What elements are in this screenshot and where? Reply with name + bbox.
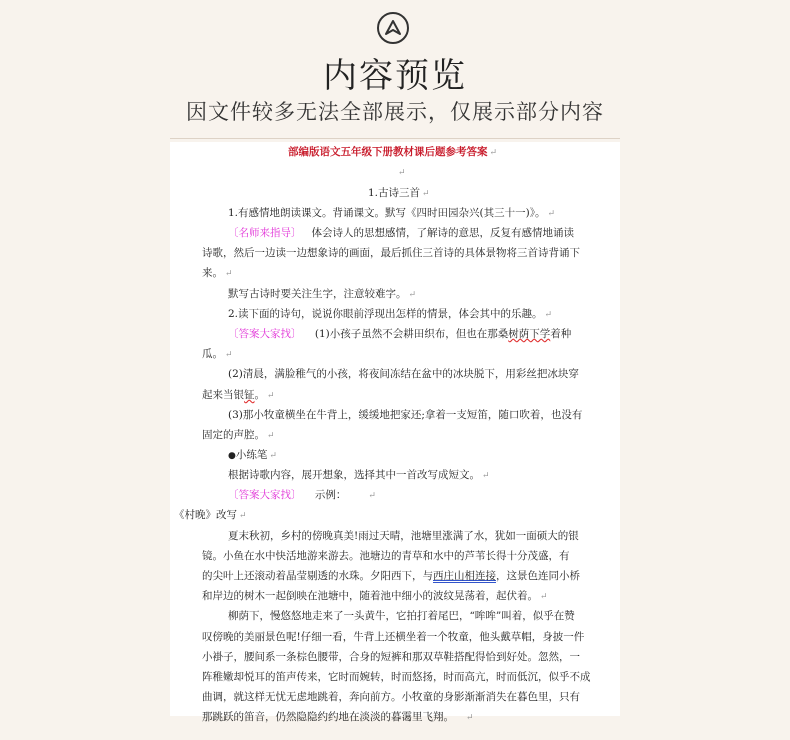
question-2: 2.读下面的诗句，说说你眼前浮现出怎样的情景，体会其中的乐趣。 ↵ [228,308,553,320]
essay-p1-line-3: 的尖叶上还滚动着晶莹剔透的水珠。夕阳西下，与西庄山相连接，这景色连同小桥 [202,570,580,582]
answer-3-line-1: (3)那小牧童横坐在牛背上，缓缓地把家还;拿着一支短笛，随口吹着，也没有 [228,409,583,421]
answer-2-line-1: (2)清晨，满脸稚气的小孩，将夜间冻结在盆中的冰块脱下，用彩丝把冰块穿 [228,368,579,380]
document-heading: 部编版语文五年级下册教材课后题参考答案 ↵ [288,146,498,158]
answer-2-line-2: 起来当银钲。 ↵ [202,389,275,401]
teacher-guide-line-4: 默写古诗时要关注生字，注意较难字。 ↵ [228,288,417,300]
teacher-guide-line-1: 〔名师来指导〕 体会诗人的思想感情，了解诗的意思，反复有感情地诵读 [228,227,575,239]
practice-heading: ●小练笔 ↵ [228,449,277,461]
example-line: 〔答案大家找〕 示例： ↵ [228,489,376,501]
answer-1-line-2: 瓜。 ↵ [202,348,233,360]
essay-p2-line-3: 小褂子，腰间系一条棕色腰带，合身的短裤和那双草鞋搭配得恰到好处。忽然，一 [202,651,580,663]
essay-p1-line-2: 镜。小鱼在水中快活地游来游去。池塘边的青草和水中的芦苇长得十分茂盛，有 [202,550,570,562]
teacher-guide-line-3: 来。 ↵ [202,267,233,279]
page-title: 内容预览 [323,56,467,96]
page-subtitle: 因文件较多无法全部展示，仅展示部分内容 [186,100,604,124]
arrow-up-circle-icon [377,12,409,44]
lesson-title: 1.古诗三首 ↵ [368,187,430,199]
document-page [170,142,620,723]
essay-p2-line-6: 那跳跃的笛音，仍然隐隐约约地在淡淡的暮霭里飞翔。 ↵ [202,711,474,723]
essay-p1-line-4: 和岸边的树木一起倒映在池塘中，随着池中细小的波纹晃荡着，起伏着。 ↵ [202,590,548,602]
essay-p2-line-4: 阵稚嫩却悦耳的笛声传来，它时而婉转，时而悠扬，时而高亢，时而低沉，似乎不成 [202,671,591,683]
answer-1-line-1: 〔答案大家找〕 (1)小孩子虽然不会耕田织布，但也在那桑树荫下学着种 [228,328,572,340]
essay-p1-line-1: 夏末秋初，乡村的傍晚真美!雨过天晴，池塘里涨满了水，犹如一面硕大的银 [228,530,579,542]
question-1: 1.有感情地朗读课文。背诵课文。默写《四时田园杂兴(其三十一)》。 ↵ [228,207,556,219]
preview-header [0,0,790,140]
answer-3-line-2: 固定的声腔。 ↵ [202,429,275,441]
teacher-guide-line-2: 诗歌，然后一边读一边想象诗的画面，最后抓住三首诗的具体景物将三首诗背诵下 [202,247,580,259]
practice-instruction: 根据诗歌内容，展开想象，选择其中一首改写成短文。 ↵ [228,469,490,481]
essay-title: 《村晚》改写 ↵ [174,509,247,521]
header-divider [170,138,620,139]
essay-p2-line-5: 曲调，就这样无忧无虑地跳着，奔向前方。小牧童的身影渐渐消失在暮色里，只有 [202,691,580,703]
essay-p2-line-1: 柳荫下，慢悠悠地走来了一头黄牛，它拍打着尾巴，“哞哞”叫着，似乎在赞 [228,610,575,622]
empty-line: ↵ [398,168,406,178]
essay-p2-line-2: 叹傍晚的美丽景色呢!仔细一看，牛背上还横坐着一个牧童，他头戴草帽，身披一件 [202,631,585,643]
